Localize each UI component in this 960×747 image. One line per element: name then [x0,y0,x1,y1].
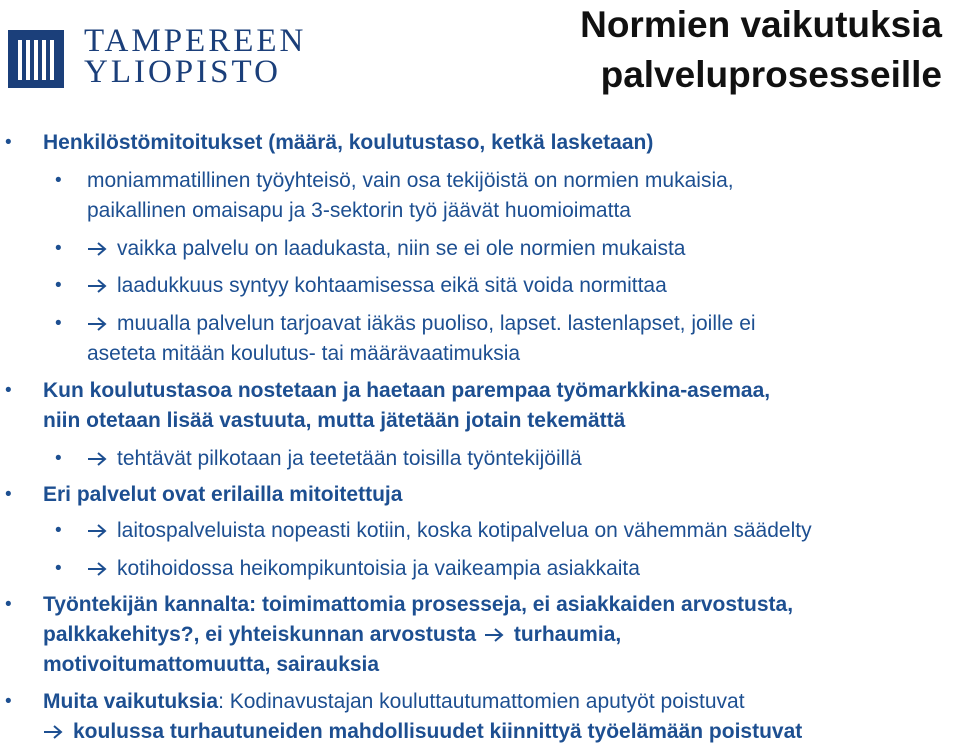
arrow-right-icon [87,562,107,576]
bullet-icon: • [5,132,12,153]
arrow-right-icon [43,725,63,739]
bullet-icon: • [55,238,62,259]
university-logo [8,22,318,92]
slide-title [580,0,942,100]
bullet-icon: • [55,170,62,191]
arrow-right-icon [484,628,504,642]
arrow-right-icon [87,317,107,331]
arrow-right-icon [87,279,107,293]
logo-wordmark: TAMPEREEN YLIOPISTO [84,23,307,90]
bullet-icon: • [5,380,12,401]
arrow-right-icon [87,524,107,538]
arrow-right-icon [87,242,107,256]
bullet-icon: • [5,484,12,505]
bullet-icon: • [5,594,12,615]
bullet-icon: • [55,313,62,334]
bullet-icon: • [55,520,62,541]
title-line-1: Normien vaikutuksia [580,4,942,45]
logo-emblem-icon [8,30,64,88]
bullet-icon: • [55,275,62,296]
arrow-right-icon [87,452,107,466]
bullet-icon: • [55,558,62,579]
title-line-2: palveluprosesseille [600,54,942,95]
bullet-icon: • [5,691,12,712]
bullet-icon: • [55,448,62,469]
